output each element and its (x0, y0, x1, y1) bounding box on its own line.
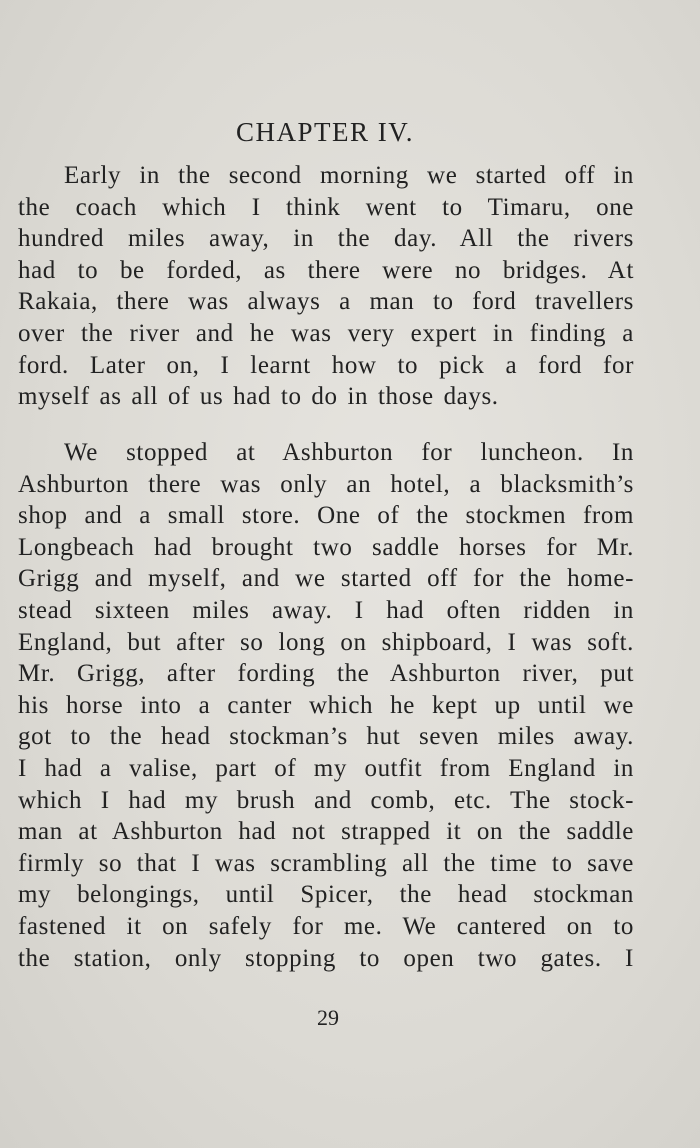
text-line: had to be forded, as there were no bridges. At (18, 256, 634, 284)
text-line: Grigg and myself, and we started off for the home- (18, 565, 634, 593)
text-line: Rakaia, there was always a man to ford travellers (18, 288, 634, 316)
text-line: I had a valise, part of my outfit from England in (18, 754, 634, 782)
text-line: the station, only stopping to open two gates. I (18, 944, 634, 972)
text-line: which I had my brush and comb, etc. The stock- (18, 786, 634, 814)
paragraph-2 (18, 437, 634, 974)
text-line: We stopped at Ashburton for luncheon. In (64, 439, 634, 466)
paragraph-1 (18, 160, 634, 413)
text-line: over the river and he was very expert in finding a (18, 319, 634, 347)
text-line: Early in the second morning we started off in (64, 162, 634, 189)
text-line: England, but after so long on shipboard, I was soft. (18, 628, 634, 656)
text-line: ford. Later on, I learnt how to pick a ford for (18, 351, 634, 379)
text-line: got to the head stockman’s hut seven miles away. (18, 723, 634, 751)
text-line: stead sixteen miles away. I had often ridden in (18, 596, 634, 624)
page-number: 29 (317, 1005, 339, 1030)
text-line: Mr. Grigg, after fording the Ashburton river, put (18, 660, 634, 688)
text-line: myself as all of us had to do in those days. (18, 383, 499, 411)
text-line: his horse into a canter which he kept up until we (18, 691, 634, 719)
text-line: firmly so that I was scrambling all the time to save (18, 849, 634, 877)
text-line: my belongings, until Spicer, the head stockman (18, 881, 634, 909)
text-line: the coach which I think went to Timaru, one (18, 193, 634, 221)
text-line: shop and a small store. One of the stockmen from (18, 502, 634, 530)
text-line: hundred miles away, in the day. All the rivers (18, 225, 634, 253)
text-line: man at Ashburton had not strapped it on the saddle (18, 818, 634, 846)
chapter-title: CHAPTER IV. (235, 117, 415, 147)
text-line: Longbeach had brought two saddle horses for Mr. (18, 533, 634, 561)
text-line: fastened it on safely for me. We cantered on to (18, 912, 634, 940)
text-line: Ashburton there was only an hotel, a blacksmith’s (18, 470, 634, 498)
